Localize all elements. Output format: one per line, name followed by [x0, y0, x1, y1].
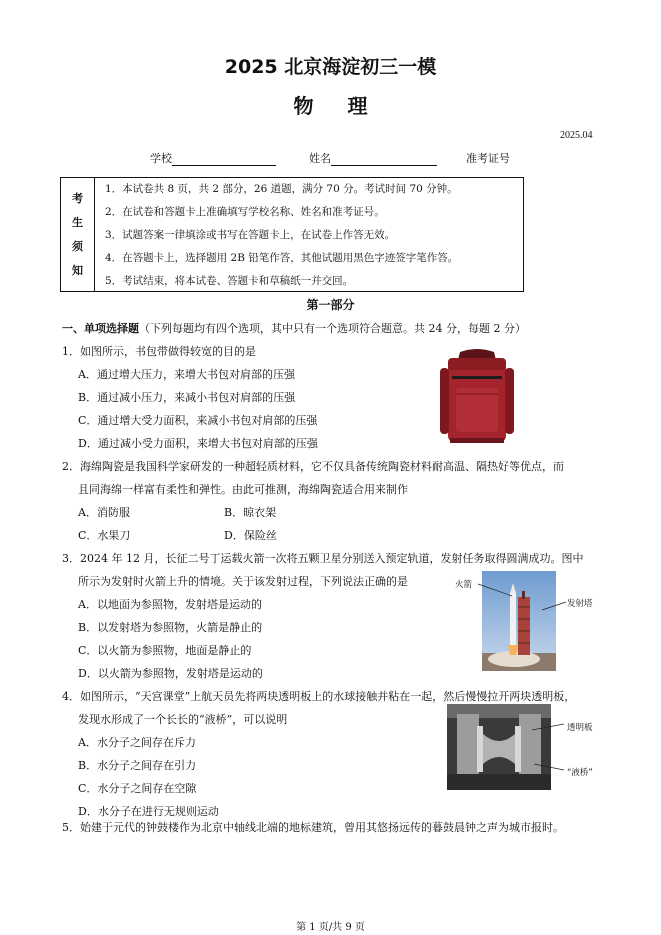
- school-label: 学校: [150, 152, 172, 165]
- notice-head-char: 考: [72, 192, 83, 205]
- q1-option-d: D．通过减小受力面积，来增大书包对肩部的压强: [78, 437, 318, 450]
- q1-option-c: C．通过增大受力面积，来减小书包对肩部的压强: [78, 414, 318, 427]
- notice-heading: [61, 178, 95, 291]
- notice-item: 4．在答题卡上，选择题用 2B 铅笔作答，其他试题用黑色字迹签字笔作答。: [105, 252, 459, 264]
- q2-option-a: A．消防服: [78, 506, 130, 519]
- name-blank: [331, 153, 437, 166]
- id-field: [466, 150, 510, 166]
- q3-option-c: C．以火箭为参照物，地面是静止的: [78, 644, 252, 657]
- question-2-stem: 2．海绵陶瓷是我国科学家研发的一种超轻质材料，它不仅具备传统陶瓷材料耐高温、隔热好等优点，而: [62, 460, 564, 473]
- q2-option-c: C．水果刀: [78, 529, 131, 542]
- q2-option-d: D．保险丝: [224, 529, 277, 542]
- notice-item: 3．试题答案一律填涂或书写在答题卡上，在试卷上作答无效。: [105, 229, 396, 241]
- question-2-stem-cont: 且同海绵一样富有柔性和弹性。由此可推测，海绵陶瓷适合用来制作: [78, 483, 408, 496]
- id-label: 准考证号: [466, 152, 510, 165]
- q3-option-b: B．以发射塔为参照物，火箭是静止的: [78, 621, 263, 634]
- notice-item: 1．本试卷共 8 页，共 2 部分，26 道题，满分 70 分。考试时间 70 分钟。: [105, 183, 458, 195]
- q3-option-a: A．以地面为参照物，发射塔是运动的: [78, 598, 262, 611]
- transparent-plate-label: 透明板: [567, 723, 593, 733]
- section-instruction: （下列每题均有四个选项，其中只有一个选项符合题意。共 24 分，每题 2 分）: [139, 322, 526, 335]
- school-field: [150, 150, 276, 166]
- notice-head-char: 知: [72, 264, 83, 277]
- section-heading: [62, 320, 526, 336]
- candidate-notice-box: [60, 177, 524, 292]
- subject-title: 物理: [293, 94, 402, 118]
- name-field: [309, 150, 437, 166]
- q2-option-b: B．晾衣架: [224, 506, 277, 519]
- q4-option-a: A．水分子之间存在斥力: [78, 736, 196, 749]
- q4-option-c: C．水分子之间存在空隙: [78, 782, 197, 795]
- q4-option-b: B．水分子之间存在引力: [78, 759, 197, 772]
- question-3-stem-cont: 所示为发射时火箭上升的情境。关于该发射过程，下列说法正确的是: [78, 575, 408, 588]
- liquid-bridge-label: “液桥”: [567, 768, 593, 778]
- notice-head-char: 须: [72, 240, 83, 253]
- figure-leader-lines: [470, 582, 570, 612]
- notice-item: 2．在试卷和答题卡上准确填写学校名称、姓名和准考证号。: [105, 206, 385, 218]
- name-label: 姓名: [309, 152, 331, 165]
- launch-tower-label: 发射塔: [567, 599, 593, 609]
- question-3-stem: 3．2024 年 12 月，长征二号丁运载火箭一次将五颗卫星分别送入预定轨道，发射任务取得圆满成功。图中: [62, 552, 584, 565]
- question-1-stem: 1．如图所示，书包带做得较宽的目的是: [62, 345, 256, 358]
- question-4-stem-cont: 发现水形成了一个长长的“液桥”，可以说明: [78, 713, 288, 726]
- page-footer: 第 1 页/共 9 页: [296, 922, 365, 933]
- question-4-stem: 4．如图所示，“天宫课堂”上航天员先将两块透明板上的水球接触并粘在一起，然后慢慢拉开两块透明板，: [62, 690, 576, 703]
- exam-title: 2025 北京海淀初三一模: [224, 56, 437, 78]
- exam-date: 2025.04: [560, 130, 593, 141]
- q1-option-a: A．通过增大压力，来增大书包对肩部的压强: [78, 368, 295, 381]
- bridge-figure-leader-lines: [530, 720, 566, 780]
- q4-option-d: D．水分子在进行无规则运动: [78, 805, 219, 818]
- section-title: 一、单项选择题: [62, 322, 139, 335]
- notice-item: 5．考试结束，将本试卷、答题卡和草稿纸一并交回。: [105, 275, 354, 287]
- question-5-stem: 5．始建于元代的钟鼓楼作为北京中轴线北端的地标建筑，曾用其悠扬远传的暮鼓晨钟之声为城市报时。: [62, 821, 564, 834]
- q1-option-b: B．通过减小压力，来减小书包对肩部的压强: [78, 391, 296, 404]
- backpack-figure: [436, 348, 518, 444]
- school-blank: [172, 153, 276, 166]
- part-title: 第一部分: [306, 298, 355, 312]
- rocket-label: 火箭: [455, 580, 473, 590]
- notice-head-char: 生: [72, 216, 83, 229]
- q3-option-d: D．以火箭为参照物，发射塔是运动的: [78, 667, 263, 680]
